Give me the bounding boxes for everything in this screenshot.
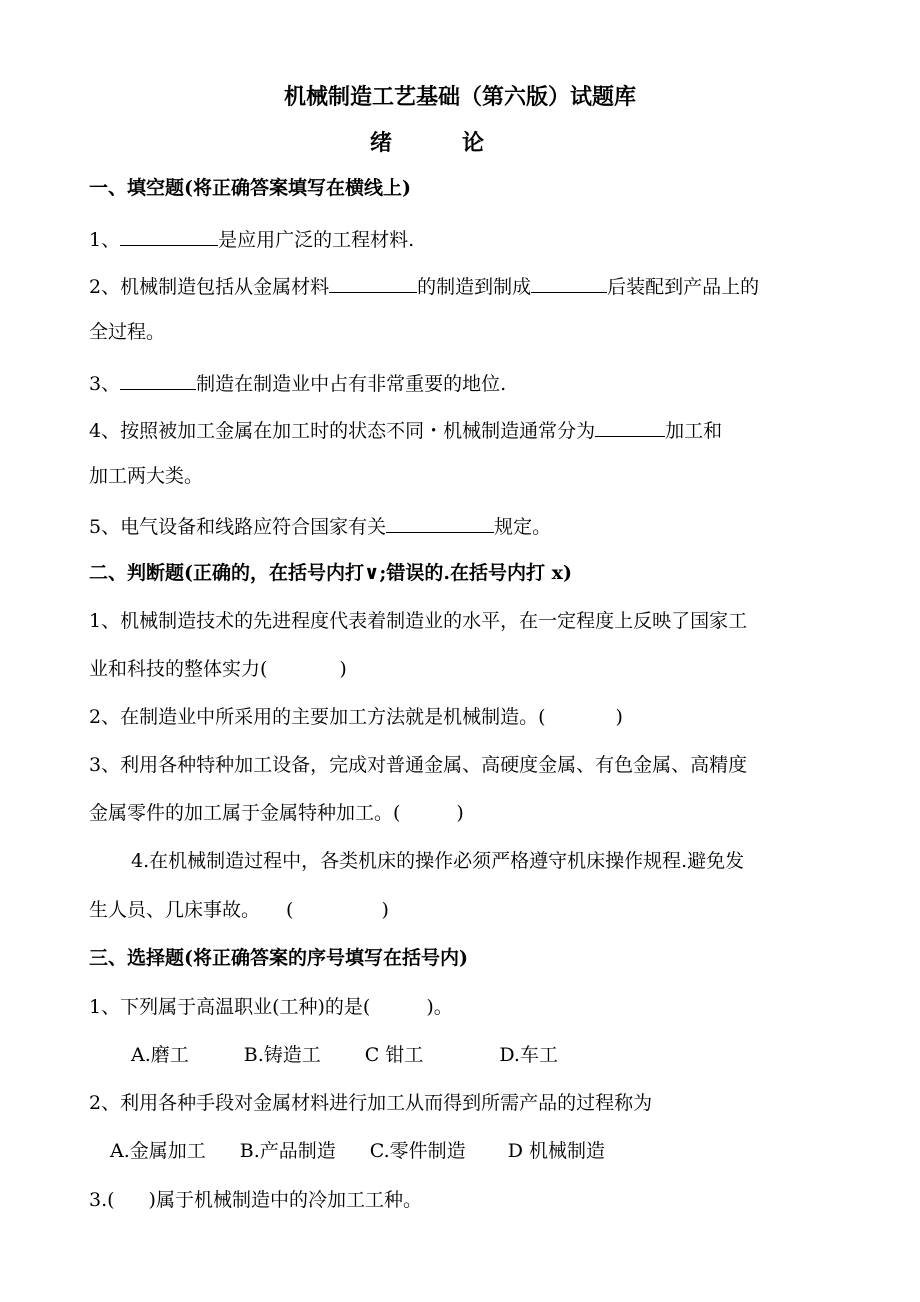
answer-blank bbox=[595, 416, 665, 437]
subtitle-char-1: 绪 bbox=[369, 130, 392, 156]
answer-blank bbox=[120, 369, 196, 390]
fill-question-3 bbox=[89, 369, 506, 396]
q3-prefix: 3、 bbox=[89, 373, 121, 395]
section-3-heading: 三、选择题(将正确答案的序号填写在括号内) bbox=[89, 947, 468, 969]
choice-question-1 bbox=[89, 995, 453, 1019]
fill-question-2-cont: 全过程。 bbox=[89, 321, 166, 343]
choice-question-3 bbox=[89, 1188, 422, 1212]
q2-prefix: 2、机械制造包括从金属材料 bbox=[89, 276, 330, 298]
answer-blank bbox=[531, 272, 607, 293]
answer-blank bbox=[329, 272, 417, 293]
choice-q3-text: )属于机械制造中的冷加工工种。 bbox=[148, 1189, 422, 1211]
q4-prefix: 4、按照被加工金属在加工时的状态不同・机械制造通常分为 bbox=[89, 420, 596, 442]
q3-suffix: 制造在制造业中占有非常重要的地位. bbox=[196, 373, 507, 395]
option-d: D.车工 bbox=[499, 1044, 558, 1066]
option-c: C.零件制造 bbox=[369, 1140, 466, 1162]
open-paren: ( bbox=[286, 899, 294, 921]
judge-question-3: 3、利用各种特种加工设备，完成对普通金属、高硬度金属、有色金属、高精度 bbox=[89, 754, 748, 776]
q4-suffix: 加工和 bbox=[665, 420, 723, 442]
fill-question-5 bbox=[89, 512, 551, 539]
fill-question-1 bbox=[89, 225, 414, 252]
close-paren: ) bbox=[456, 802, 464, 824]
judge-question-4: 4.在机械制造过程中，各类机床的操作必须严格遵守机床操作规程.避免发 bbox=[131, 850, 745, 872]
close-paren: ) bbox=[381, 899, 389, 921]
choice-question-2: 2、利用各种手段对金属材料进行加工从而得到所需产品的过程称为 bbox=[89, 1092, 653, 1114]
judge-q1-cont-text: 业和科技的整体实力( bbox=[89, 658, 268, 680]
q2-suffix: 后装配到产品上的 bbox=[607, 276, 760, 298]
judge-question-2 bbox=[89, 705, 623, 729]
choice-q1-text: 1、下列属于高温职业(工种)的是( bbox=[89, 996, 371, 1018]
q1-suffix: 是应用广泛的工程材料. bbox=[218, 229, 415, 251]
q2-mid: 的制造到制成 bbox=[417, 276, 532, 298]
judge-q2-text: 2、在制造业中所采用的主要加工方法就是机械制造。( bbox=[89, 706, 546, 728]
choice-question-2-options bbox=[110, 1139, 605, 1163]
q5-suffix: 规定。 bbox=[494, 516, 552, 538]
judge-q3-cont-text: 金属零件的加工属于金属特种加工。( bbox=[89, 802, 401, 824]
subtitle-char-2: 论 bbox=[462, 130, 485, 156]
open-paren: 3.( bbox=[89, 1189, 115, 1211]
fill-question-2 bbox=[89, 272, 759, 299]
judge-question-3-cont bbox=[89, 801, 464, 825]
answer-blank bbox=[120, 225, 218, 246]
choice-question-1-options bbox=[131, 1043, 558, 1067]
option-b: B.产品制造 bbox=[239, 1140, 336, 1162]
fill-question-4-cont: 加工两大类。 bbox=[89, 465, 204, 487]
close-paren: ) bbox=[615, 706, 623, 728]
option-d: D 机械制造 bbox=[507, 1140, 605, 1162]
option-c: C 钳工 bbox=[364, 1044, 424, 1066]
judge-question-4-cont bbox=[89, 898, 389, 922]
judge-q4-cont-text: 生人员、几床事故。 bbox=[89, 899, 261, 921]
judge-question-1-cont bbox=[89, 657, 347, 681]
section-1-heading: 一、填空题(将正确答案填写在横线上) bbox=[89, 177, 411, 199]
close-paren: ) bbox=[339, 658, 347, 680]
document-title: 机械制造工艺基础（第六版）试题库 bbox=[283, 84, 636, 110]
option-a: A.金属加工 bbox=[110, 1140, 206, 1162]
fill-question-4 bbox=[89, 416, 722, 443]
judge-question-1: 1、机械制造技术的先进程度代表着制造业的水平，在一定程度上反映了国家工 bbox=[89, 610, 748, 632]
option-a: A.磨工 bbox=[131, 1044, 189, 1066]
q5-prefix: 5、电气设备和线路应符合国家有关 bbox=[89, 516, 387, 538]
option-b: B.铸造工 bbox=[243, 1044, 321, 1066]
close-paren: )。 bbox=[426, 996, 453, 1018]
chapter-subtitle bbox=[0, 126, 854, 157]
answer-blank bbox=[386, 512, 494, 533]
section-2-heading: 二、判断题(正确的，在括号内打∨;错误的.在括号内打 x) bbox=[89, 562, 572, 584]
q1-prefix: 1、 bbox=[89, 229, 121, 251]
